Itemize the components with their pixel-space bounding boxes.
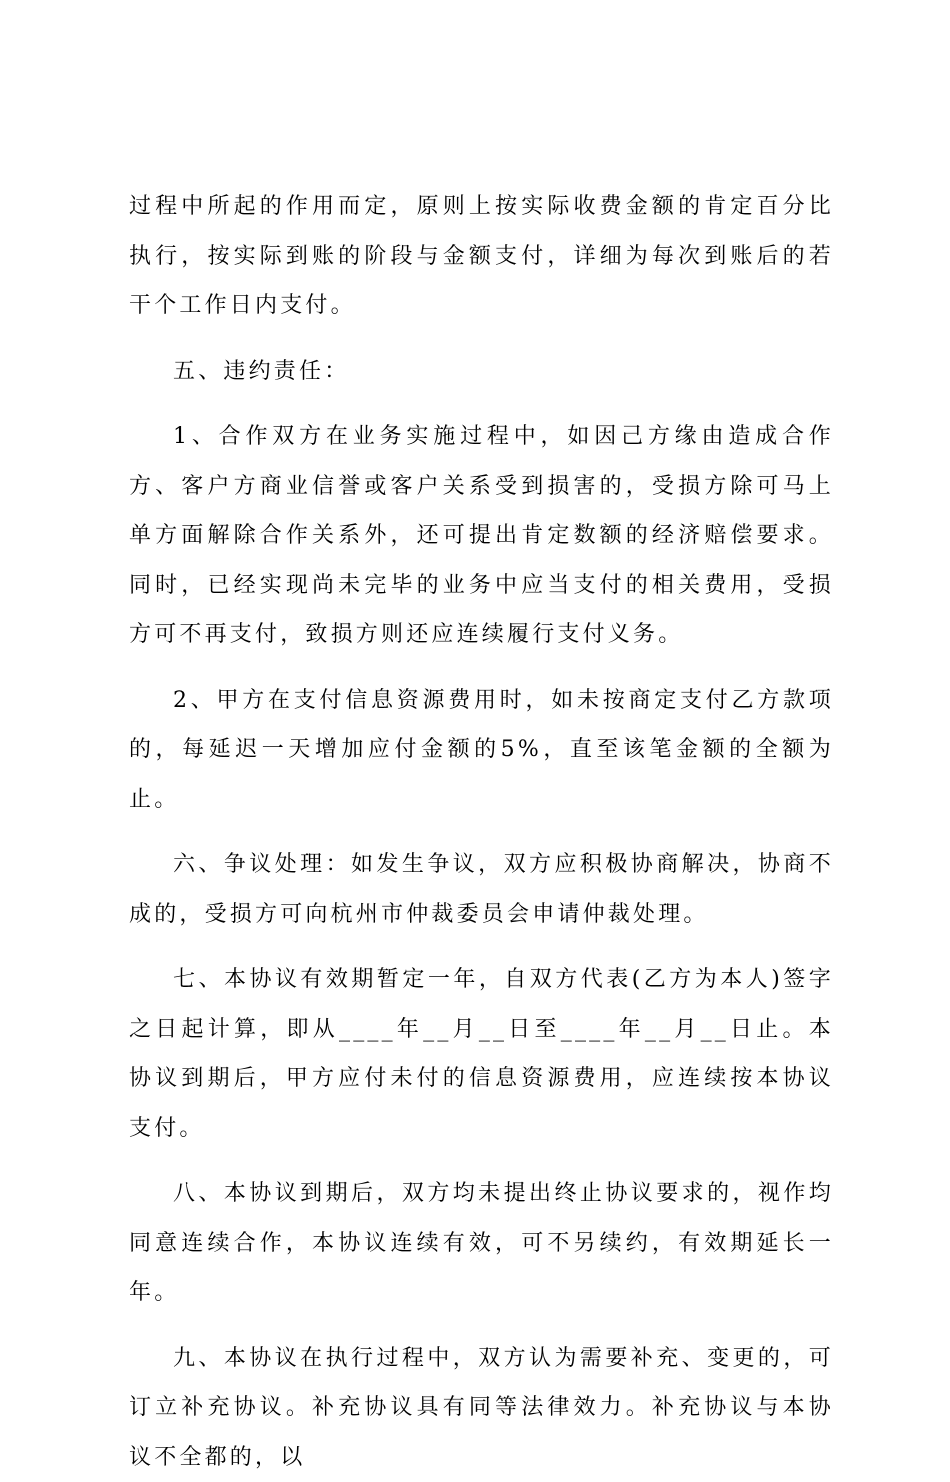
heading-breach-liability: 五、违约责任：	[129, 347, 834, 397]
paragraph-dispute-resolution: 六、争议处理：如发生争议，双方应积极协商解决，协商不成的，受损方可向杭州市仲裁委员会申请仲裁处理。	[129, 840, 834, 939]
paragraph-breach-item-2: 2、甲方在支付信息资源费用时，如未按商定支付乙方款项的，每延迟一天增加应付金额的5%，直至该笔金额的全额为止。	[129, 676, 834, 825]
paragraph-breach-item-1: 1、合作双方在业务实施过程中，如因己方缘由造成合作方、客户方商业信誉或客户关系受到损害的，受损方除可马上单方面解除合作关系外，还可提出肯定数额的经济赔偿要求。同时，已经实现尚未完毕的业务中应当支付的相关费用，受损方可不再支付，致损方则还应连续履行支付义务。	[129, 412, 834, 660]
paragraph-auto-renewal: 八、本协议到期后，双方均未提出终止协议要求的，视作均同意连续合作，本协议连续有效，可不另续约，有效期延长一年。	[129, 1169, 834, 1318]
paragraph-validity-period: 七、本协议有效期暂定一年，自双方代表(乙方为本人)签字之日起计算，即从____年__月__日至____年__月__日止。本协议到期后，甲方应付未付的信息资源费用，应连续按本协议支付。	[129, 955, 834, 1153]
paragraph-payment-terms: 过程中所起的作用而定，原则上按实际收费金额的肯定百分比执行，按实际到账的阶段与金额支付，详细为每次到账后的若干个工作日内支付。	[129, 182, 834, 331]
document-body	[129, 182, 834, 1482]
paragraph-supplementary-agreement: 九、本协议在执行过程中，双方认为需要补充、变更的，可订立补充协议。补充协议具有同等法律效力。补充协议与本协议不全都的，以	[129, 1334, 834, 1482]
